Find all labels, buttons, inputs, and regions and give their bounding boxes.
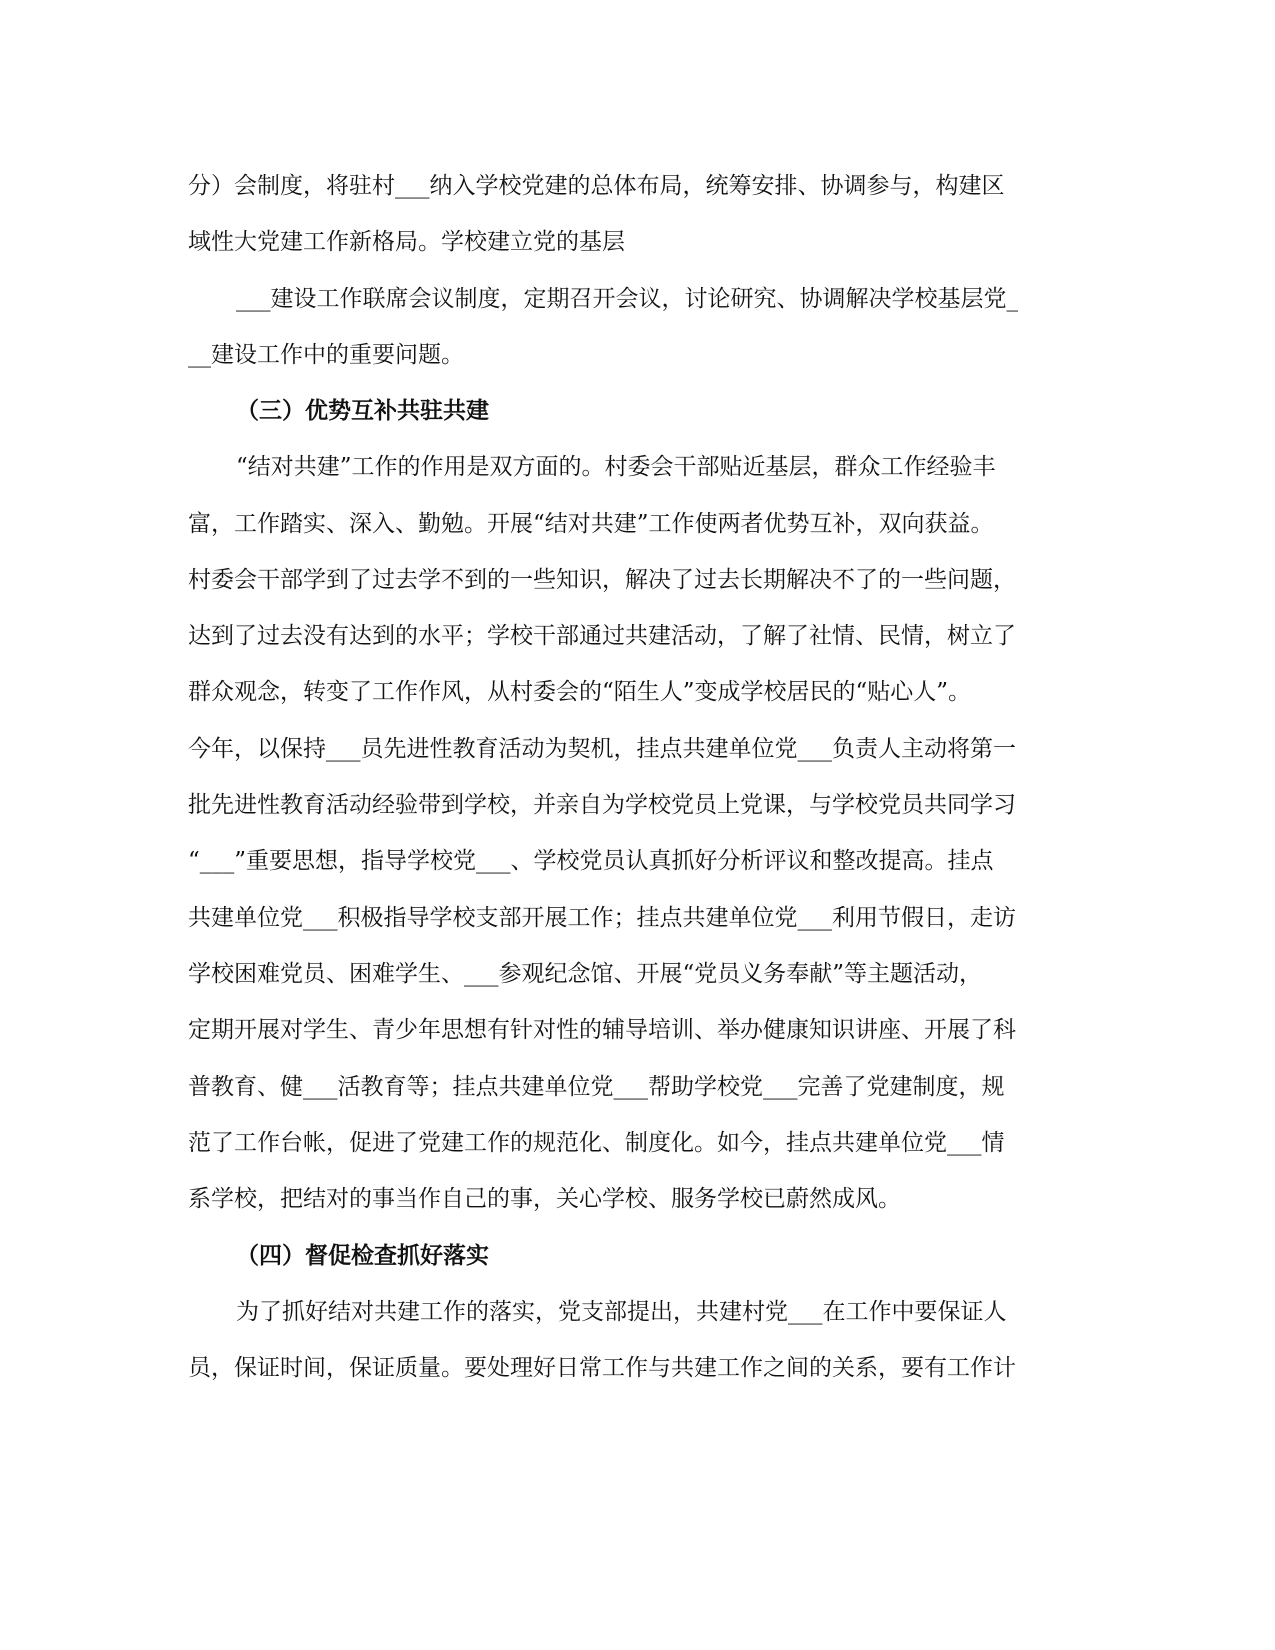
body-text-line: 普教育、健___活教育等；挂点共建单位党___帮助学校党___完善了党建制度，规 xyxy=(188,1074,1005,1100)
body-text-line: 今年，以保持___员先进性教育活动为契机，挂点共建单位党___负责人主动将第一 xyxy=(188,736,1016,762)
body-text-line: “___”重要思想，指导学校党___、学校党员认真抓好分析评议和整改提高。挂点 xyxy=(188,848,994,874)
body-text-line: 为了抓好结对共建工作的落实，党支部提出，共建村党___在工作中要保证人 xyxy=(236,1299,1007,1325)
body-text-line: 学校困难党员、困难学生、___参观纪念馆、开展“党员义务奉献”等主题活动， xyxy=(188,961,983,987)
body-text-line: ___建设工作联席会议制度，定期召开会议，讨论研究、协调解决学校基层党_ xyxy=(236,286,1018,312)
body-text-line: 域性大党建工作新格局。学校建立党的基层 xyxy=(188,229,625,255)
body-text-line: __建设工作中的重要问题。 xyxy=(188,342,464,368)
body-text-line: 系学校，把结对的事当作自己的事，关心学校、服务学校已蔚然成风。 xyxy=(188,1186,901,1212)
body-text-line: 富，工作踏实、深入、勤勉。开展“结对共建”工作使两者优势互补，双向获益。 xyxy=(188,511,994,537)
body-text-line: 共建单位党___积极指导学校支部开展工作；挂点共建单位党___利用节假日，走访 xyxy=(188,905,1016,931)
body-text-line: 村委会干部学到了过去学不到的一些知识，解决了过去长期解决不了的一些问题， xyxy=(188,567,1016,593)
body-text-line: “结对共建”工作的作用是双方面的。村委会干部贴近基层，群众工作经验丰 xyxy=(236,454,996,480)
body-text-line: 范了工作台帐，促进了党建工作的规范化、制度化。如今，挂点共建单位党___情 xyxy=(188,1130,1005,1156)
body-text-line: 分）会制度，将驻村___纳入学校党建的总体布局，统筹安排、协调参与，构建区 xyxy=(188,173,1005,199)
body-text-line: 员，保证时间，保证质量。要处理好日常工作与共建工作之间的关系，要有工作计 xyxy=(188,1355,1016,1381)
body-text-line: 定期开展对学生、青少年思想有针对性的辅导培训、举办健康知识讲座、开展了科 xyxy=(188,1017,1016,1043)
body-text-line: 群众观念，转变了工作作风，从村委会的“陌生人”变成学校居民的“贴心人”。 xyxy=(188,679,972,705)
section-heading: （三）优势互补共驻共建 xyxy=(236,397,489,424)
body-text-line: 批先进性教育活动经验带到学校，并亲自为学校党员上党课，与学校党员共同学习 xyxy=(188,792,1016,818)
section-heading: （四）督促检查抓好落实 xyxy=(236,1242,489,1269)
body-text-line: 达到了过去没有达到的水平；学校干部通过共建活动，了解了社情、民情，树立了 xyxy=(188,623,1016,649)
